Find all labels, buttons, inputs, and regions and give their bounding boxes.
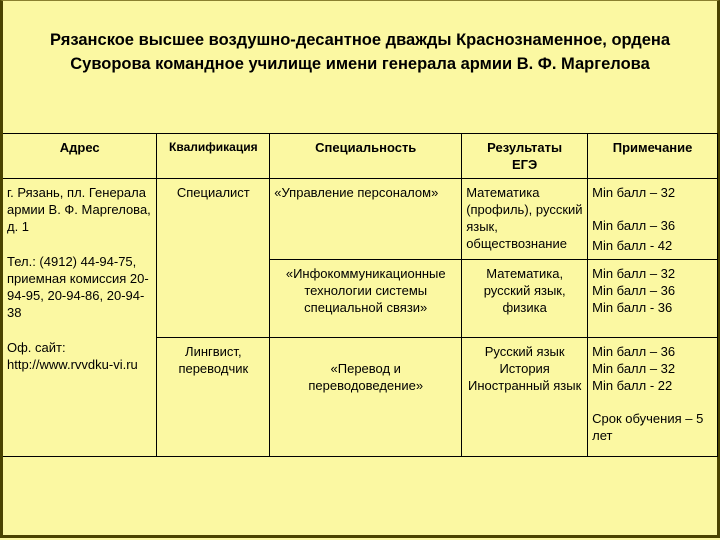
- title-line-2: Суворова командное училище имени генерала армии В. Ф. Маргелова: [70, 55, 650, 73]
- website-text: Оф. сайт: http://www.rvvdku-vi.ru: [7, 340, 138, 372]
- note: Min балл - 22: [592, 378, 673, 393]
- note: Min балл - 42: [592, 238, 673, 253]
- page-title: [10, 28, 710, 76]
- header-address: Адрес: [3, 134, 157, 179]
- notes-cell: [588, 179, 718, 260]
- note: Min балл – 32: [592, 185, 676, 200]
- study-duration: Срок обучения – 5 лет: [592, 411, 704, 443]
- notes-cell: [588, 260, 718, 338]
- note: Min балл – 36: [592, 283, 676, 298]
- qualification-cell: Лингвист, переводчик: [157, 338, 270, 457]
- address-cell: [3, 179, 157, 457]
- specialty-cell: «Управление персоналом»: [270, 179, 462, 260]
- header-notes: Примечание: [588, 134, 718, 179]
- header-specialty: Специальность: [270, 134, 462, 179]
- header-row: [3, 134, 718, 179]
- ege-cell: Математика (профиль), русский язык, обществознание: [462, 179, 588, 260]
- header-ege: Результаты ЕГЭ: [462, 134, 588, 179]
- note: Min балл - 36: [592, 300, 673, 315]
- note: Min балл – 36: [592, 218, 676, 233]
- note: Min балл – 32: [592, 266, 676, 281]
- note: Min балл – 32: [592, 361, 676, 376]
- specialty-cell: «Инфокоммуникационные технологии системы специальной связи»: [270, 260, 462, 338]
- admission-table: [3, 133, 718, 457]
- note: Min балл – 36: [592, 344, 676, 359]
- address-text: г. Рязань, пл. Генерала армии В. Ф. Маргелова, д. 1: [7, 185, 151, 234]
- notes-cell: [588, 338, 718, 457]
- phone-text: Тел.: (4912) 44-94-75, приемная комиссия 20-94-95, 20-94-86, 20-94-38: [7, 254, 149, 320]
- table-row: [3, 179, 718, 260]
- ege-cell: Русский язык История Иностранный язык: [462, 338, 588, 457]
- specialty-text: «Перевод и переводоведение»: [308, 361, 424, 393]
- title-line-1: Рязанское высшее воздушно-десантное дважды Краснознаменное, ордена: [49, 31, 671, 49]
- qualification-cell: Специалист: [157, 179, 270, 338]
- ege-cell: Математика, русский язык, физика: [462, 260, 588, 338]
- header-qualification: Квалификация: [157, 134, 270, 179]
- specialty-cell: [270, 338, 462, 457]
